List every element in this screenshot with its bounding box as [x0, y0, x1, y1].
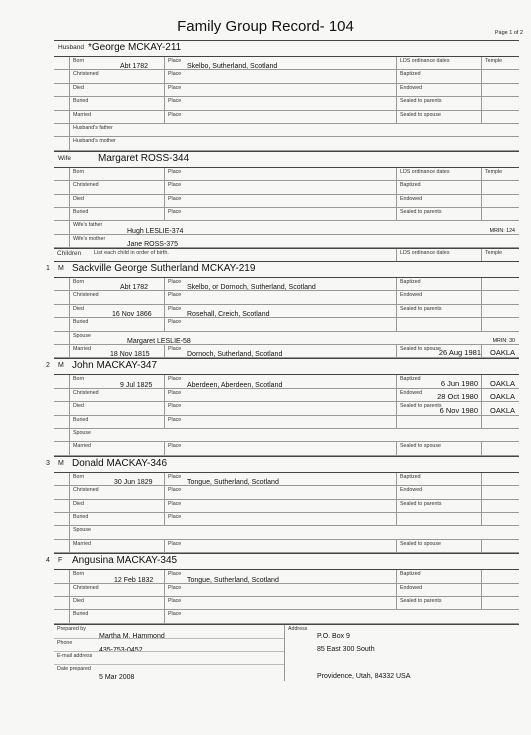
child-born-place: Tongue, Sutherland, Scotland	[187, 479, 279, 487]
buried-label: Buried	[73, 98, 89, 105]
spouse-label: Spouse	[73, 429, 91, 436]
place-label: Place	[168, 584, 182, 591]
place-label: Place	[168, 416, 182, 423]
place-label: Place	[168, 571, 182, 578]
child-1-buried-row	[54, 318, 519, 331]
died-label: Died	[73, 195, 84, 202]
sealed-parents-label: Sealed to parents	[400, 500, 442, 507]
married-label: Married	[73, 111, 91, 118]
child-born-place: Skelbo, or Dornoch, Sutherland, Scotland	[187, 284, 316, 292]
wife-christened-row	[54, 181, 519, 194]
place-label: Place	[168, 195, 182, 202]
sealed-parents-label: Sealed to parents	[400, 597, 442, 604]
wife-mrin: MRIN: 124	[489, 227, 515, 234]
temple-label: Temple	[485, 250, 503, 257]
born-label: Born	[73, 571, 85, 578]
child-name: Angusina MACKAY-345	[72, 555, 178, 567]
prepared-by-label: Prepared by	[57, 625, 86, 632]
born-label: Born	[73, 376, 85, 383]
endowed-label: Endowed	[400, 487, 423, 494]
endowed-label: Endowed	[400, 84, 423, 91]
sealed-parents-label: Sealed to parents	[400, 403, 442, 410]
place-label: Place	[168, 403, 182, 410]
born-label: Born	[73, 279, 85, 286]
child-2-born-row	[54, 375, 519, 388]
wifes-father-label: Wife's father	[73, 222, 103, 229]
married-label: Married	[73, 540, 91, 547]
date-prepared-label: Date prepared	[57, 665, 91, 672]
address-line-1: P.O. Box 9	[317, 632, 350, 640]
child-4-christened-row	[54, 584, 519, 597]
wife-mother-name: Jane ROSS-375	[127, 241, 178, 249]
sealed-parents-temple: OAKLA	[489, 405, 515, 415]
died-label: Died	[73, 305, 84, 312]
born-label: Born	[73, 58, 85, 64]
family-group-form	[46, 40, 519, 681]
child-born-date: Abt 1782	[120, 284, 149, 292]
child-name: Donald MACKAY-346	[72, 457, 168, 469]
child-sex: F	[58, 557, 63, 565]
baptized-label: Baptized	[400, 182, 421, 189]
endowed-label: Endowed	[400, 195, 423, 202]
husband-born-date: Abt 1782	[120, 63, 149, 71]
husband-christened-row	[54, 70, 519, 83]
born-label: Born	[73, 473, 85, 480]
child-2-section	[46, 358, 519, 455]
place-label: Place	[168, 111, 182, 118]
temple-label: Temple	[485, 168, 503, 175]
child-1-section	[46, 261, 519, 359]
husbands-father-label: Husband's father	[73, 124, 113, 131]
place-label: Place	[168, 168, 182, 175]
place-label: Place	[168, 182, 182, 189]
child-number: 1	[46, 265, 50, 273]
endowed-label: Endowed	[400, 292, 423, 299]
baptized-label: Baptized	[400, 571, 421, 578]
died-label: Died	[73, 597, 84, 604]
child-3-spouse-row	[54, 526, 519, 539]
sealed-parents-label: Sealed to parents	[400, 305, 442, 312]
place-label: Place	[168, 98, 182, 105]
child-2-died-row	[54, 402, 519, 415]
spouse-label: Spouse	[73, 527, 91, 534]
place-label: Place	[168, 58, 182, 64]
address-label: Address	[288, 625, 308, 632]
child-died-date: 16 Nov 1866	[112, 311, 152, 319]
child-3-christened-row	[54, 486, 519, 499]
husband-mother-row	[54, 137, 519, 150]
christened-label: Christened	[73, 584, 99, 591]
child-2-christened-row	[54, 389, 519, 402]
email-label: E-mail address	[57, 652, 93, 659]
wife-section	[54, 151, 519, 248]
married-label: Married	[73, 346, 91, 353]
child-sex: M	[58, 362, 64, 370]
place-label: Place	[168, 346, 182, 353]
address-line-3: Providence, Utah, 84332 USA	[317, 672, 411, 680]
place-label: Place	[168, 611, 182, 618]
child-4-header	[46, 554, 519, 570]
child-born-place: Aberdeen, Aberdeen, Scotland	[187, 381, 283, 389]
child-number: 3	[46, 459, 50, 467]
child-3-married-row	[54, 540, 519, 553]
child-1-died-row	[54, 305, 519, 318]
children-header	[54, 248, 519, 261]
sealed-parents-date: 6 Nov 1980	[439, 405, 478, 415]
christened-label: Christened	[73, 292, 99, 299]
address-line-2: 85 East 300 South	[317, 645, 375, 653]
sealed-spouse-label: Sealed to spouse	[400, 443, 441, 450]
child-2-buried-row	[54, 416, 519, 429]
place-label: Place	[168, 473, 182, 480]
date-prepared: 5 Mar 2008	[99, 673, 135, 681]
place-label: Place	[168, 487, 182, 494]
buried-label: Buried	[73, 611, 89, 618]
place-label: Place	[168, 319, 182, 326]
wife-buried-row	[54, 208, 519, 221]
lds-label: LDS ordinance dates	[400, 58, 450, 64]
spouse-label: Spouse	[73, 332, 91, 339]
buried-label: Buried	[73, 319, 89, 326]
child-1-header	[46, 262, 519, 278]
born-label: Born	[73, 168, 85, 175]
christened-label: Christened	[73, 389, 99, 396]
husband-married-row	[54, 111, 519, 124]
christened-label: Christened	[73, 182, 99, 189]
wifes-mother-label: Wife's mother	[73, 235, 106, 242]
child-4-died-row	[54, 597, 519, 610]
endowed-date: 28 Oct 1980	[437, 392, 478, 402]
husband-header	[54, 41, 519, 57]
child-born-date: 12 Feb 1832	[114, 576, 154, 584]
baptized-label: Baptized	[400, 473, 421, 480]
child-2-header	[46, 359, 519, 375]
child-1-christened-row	[54, 291, 519, 304]
place-label: Place	[168, 279, 182, 286]
endowed-temple: OAKLA	[489, 392, 515, 402]
child-1-married-row	[54, 345, 519, 358]
preparer-footer	[54, 624, 519, 681]
child-3-born-row	[54, 473, 519, 486]
child-1-spouse-row	[54, 332, 519, 345]
sealed-spouse-temple: OAKLA	[489, 348, 515, 358]
buried-label: Buried	[73, 513, 89, 520]
child-4-section	[46, 553, 519, 624]
husband-name: *George MCKAY-211	[88, 42, 182, 53]
christened-label: Christened	[73, 487, 99, 494]
place-label: Place	[168, 376, 182, 383]
husband-born-place: Skelbo, Sutherland, Scotland	[187, 63, 278, 71]
baptized-label: Baptized	[400, 71, 421, 78]
prepared-by-name: Martha M. Hammond	[99, 632, 165, 640]
child-married-place: Dornoch, Sutherland, Scotland	[187, 351, 283, 359]
child-died-place: Rosehall, Creich, Scotland	[187, 311, 270, 319]
wife-name: Margaret ROSS-344	[98, 152, 190, 164]
husbands-mother-label: Husband's mother	[73, 138, 116, 145]
baptized-temple: OAKLA	[489, 378, 515, 388]
page-title: Family Group Record- 104	[177, 18, 354, 35]
buried-label: Buried	[73, 416, 89, 423]
phone-label: Phone	[57, 639, 73, 646]
child-name: John MACKAY-347	[72, 360, 158, 372]
wife-died-row	[54, 195, 519, 208]
baptized-date: 6 Jun 1980	[440, 378, 478, 388]
child-number: 2	[46, 362, 50, 370]
child-2-married-row	[54, 442, 519, 455]
children-label: Children	[57, 250, 82, 258]
sealed-spouse-date: 26 Aug 1981	[438, 348, 481, 358]
phone-number: 435-753-0452	[99, 646, 143, 654]
wife-mother-row	[54, 235, 519, 248]
husband-buried-row	[54, 97, 519, 110]
married-label: Married	[73, 443, 91, 450]
husband-label: Husband	[58, 44, 85, 51]
wife-father-name: Hugh LESLIE-374	[127, 227, 184, 235]
baptized-label: Baptized	[400, 376, 421, 383]
husband-born-row	[54, 57, 519, 70]
child-3-header	[46, 457, 519, 473]
wife-label: Wife	[58, 154, 71, 162]
child-4-born-row	[54, 570, 519, 583]
child-3-died-row	[54, 500, 519, 513]
buried-label: Buried	[73, 208, 89, 215]
child-number: 4	[46, 557, 50, 565]
place-label: Place	[168, 84, 182, 91]
sealed-spouse-label: Sealed to spouse	[400, 540, 441, 547]
sealed-parents-label: Sealed to parents	[400, 208, 442, 215]
child-3-buried-row	[54, 513, 519, 526]
child-name: Sackville George Sutherland MCKAY-219	[72, 263, 256, 275]
place-label: Place	[168, 597, 182, 604]
place-label: Place	[168, 71, 182, 78]
page-number: Page 1 of 2	[494, 30, 523, 36]
wife-father-row	[54, 221, 519, 234]
husband-section	[54, 40, 519, 151]
lds-label: LDS ordinance dates	[400, 250, 450, 257]
died-label: Died	[73, 84, 84, 91]
baptized-label: Baptized	[400, 279, 421, 286]
lds-label: LDS ordinance dates	[400, 168, 450, 175]
child-born-date: 9 Jul 1825	[120, 381, 153, 389]
husband-died-row	[54, 84, 519, 97]
child-spouse-name: Margaret LESLIE-58	[127, 338, 191, 346]
place-label: Place	[168, 305, 182, 312]
wife-born-row	[54, 168, 519, 181]
child-sex: M	[58, 265, 64, 273]
child-4-buried-row	[54, 610, 519, 623]
child-born-place: Tongue, Sutherland, Scotland	[187, 576, 279, 584]
child-3-section	[46, 456, 519, 553]
sealed-spouse-label: Sealed to spouse	[400, 346, 441, 353]
christened-label: Christened	[73, 71, 99, 78]
sealed-parents-label: Sealed to parents	[400, 98, 442, 105]
child-born-date: 30 Jun 1829	[114, 479, 153, 487]
place-label: Place	[168, 540, 182, 547]
husband-father-row	[54, 124, 519, 137]
child-sex: M	[58, 459, 64, 467]
died-label: Died	[73, 500, 84, 507]
place-label: Place	[168, 500, 182, 507]
child-2-spouse-row	[54, 429, 519, 442]
wife-header	[54, 152, 519, 168]
endowed-label: Endowed	[400, 584, 423, 591]
place-label: Place	[168, 208, 182, 215]
child-1-born-row	[54, 278, 519, 291]
children-note: List each child in order of birth.	[94, 250, 169, 257]
child-married-date: 18 Nov 1815	[110, 351, 150, 359]
endowed-label: Endowed	[400, 389, 423, 396]
place-label: Place	[168, 292, 182, 299]
child-mrin: MRIN: 30	[492, 338, 515, 345]
place-label: Place	[168, 443, 182, 450]
sealed-spouse-label: Sealed to spouse	[400, 111, 441, 118]
died-label: Died	[73, 403, 84, 410]
place-label: Place	[168, 513, 182, 520]
temple-label: Temple	[485, 58, 503, 64]
place-label: Place	[168, 389, 182, 396]
